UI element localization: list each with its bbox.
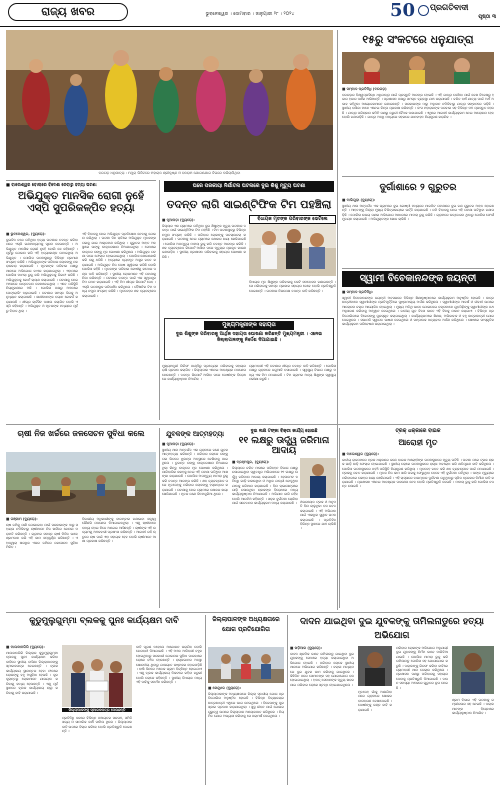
yoga-photo	[208, 647, 284, 683]
poison-body: ଜାତୀୟ ରାଜପଥରେ ଟ୍ରକ ଧକ୍କାରେ ଜଣେ ବାଇକ ଆରୋହୀଙ୍କ ଘଟଣାସ୍ଥଳରେ ମୃତ୍ୟୁ ଘଟିଛି । ଘଟଣା ପରେ ଟ୍ରକ ଚାଳକ ଗାଡ଼ି ଛାଡ଼ି ଫେରାର ହୋଇଯାଇଛି । ସ୍ଥାନୀୟ ଲୋକେ ଘଟଣାସ୍ଥଳରେ ରାସ୍ତା ଅବରୋଧ କରି କ୍ଷତିପୂରଣ ଦାବି କରିଥିଲେ । ପୋଲିସ ଘଟଣାସ୍ଥଳରେ ପହଞ୍ଚି ପରିସ୍ଥିତି ନିୟନ୍ତ୍ରଣ କରିଥିଲା । ମୃତଦେହ ଜବତ କରି ଶବ ବ୍ୟବଚ୍ଛେଦ ପାଇଁ ପଠାଯାଇଛି । ଟ୍ରକକୁ ଜବତ କରାଯାଇଛି । ମୃତକ ନିଜ କାମ ସାରି ଘରକୁ ଫେରୁଥିବା ବେଳେ ଏହି ଦୁର୍ଘଟଣା ଘଟିଥିଲା । ତାଙ୍କ ମୃତ୍ୟୁରେ ପରିବାରରେ କୋହର ଛାୟା ଖେଳିଯାଇଛି । ଏହି ରାସ୍ତାରେ ବାରମ୍ବାର ଦୁର୍ଘଟଣା ଘଟୁଥିବାରୁ ସ୍ପିଡ ବ୍ରେକର ନିର୍ମାଣ ଦାବି କରାଯାଇଛି । ପ୍ରଶାସନ ଏନେଇ ଆବଶ୍ୟକ ପଦକ୍ଷେପ ନେବ ବୋଲି ପ୍ରତିଶ୍ରୁତି ଦେଇଛି । ମାମଲା ରୁଜୁ କରି ପୋଲିସ ତଦନ୍ତ ଚଳାଇଛି ।	[342, 458, 494, 489]
fine-body-1: ଜିଲ୍ଲାରେ ଚଳିତ ମାସରେ ପରିବହନ ବିଭାଗ ପକ୍ଷରୁ ଚଳାଯାଇଥିବା ସ୍ୱତନ୍ତ୍ର ଅଭିଯାନରେ ୧୧ ଲକ୍ଷରୁ ଊର୍ଦ୍ଧ୍ୱ ଜରିମାନା ଆଦାୟ କରାଯାଇଛି । ହେଲମେଟ ନପିନ୍ଧି ଗାଡ଼ି ଚଳାଉଥିବା ଓ ଅଧିକ ଯାତ୍ରୀ ବୋହୁଥିବା ଯାନକୁ ଜରିମାନା କରାଯାଇଛି । ବିନା ଲାଇସେନ୍ସରେ ଗାଡ଼ି ଚଳାଉଥିବା ଚାଳକଙ୍କ ବିରୋଧରେ ମଧ୍ୟ କାର୍ଯ୍ୟାନୁଷ୍ଠାନ ନିଆଯାଇଛି । ଅଭିଯାନ ଜାରି ରହିବ ବୋଲି ଆରଟିଓ କହିଛନ୍ତି । ସଡ଼କ ଦୁର୍ଘଟଣା ରୋକିବା ପାଇଁ ସଚେତନତା କାର୍ଯ୍ୟକ୍ରମ ମଧ୍ୟ କରାଯାଉଛି ।	[232, 466, 298, 506]
scientific-byline: ■ ନୂଆପଡ଼ା (ବ୍ୟୁରୋ):	[162, 218, 195, 222]
scientific-kicker: ଘରେ ପରକୀୟା ନିର୍ଯାତନା ଘଟନାରେ ଦୁଇ ଶିଶୁ ମୃତ୍ୟୁ ଘଟଣା	[164, 181, 334, 192]
durgashakti-byline: ■ ବାଲିଗୁଡ଼ା (ବ୍ୟୁରୋ):	[342, 198, 376, 202]
page-number: ପୃଷ୍ଠା ୩	[478, 14, 496, 20]
masthead	[0, 0, 500, 27]
tamilnadu-photo-2	[452, 646, 494, 694]
fine-photo	[300, 458, 336, 498]
brand-emblem-icon	[418, 5, 429, 16]
dhanuyatra-photo	[342, 52, 494, 84]
section-title: ରାଜ୍ୟ ଖବର	[41, 5, 95, 18]
cm-assistance-text: ଦୁଇ ଶିଶୁଙ୍କ ପରିବାରକୁ ଆର୍ଥିକ ସହାୟତା ଘୋଷଣା କରିଛନ୍ତି ମୁଖ୍ୟମନ୍ତ୍ରୀ । ଏନେଇ ଜିଲ୍ଲାପାଳଙ୍କୁ ନିର୍ଦ୍ଦେଶ ଦିଆଯାଇଛି ।	[175, 332, 323, 343]
kutia-kicker: ■ ବାଲେଶ୍ୱର ବୋଲାରେ ବିଦେଶୀ ନେବାରୁ ହତ୍ୟା ଘଟଣା	[6, 182, 97, 187]
dateline: ଭୁବନେଶ୍ୱର । ସୋମବାର । ଜାନୁୟାରୀ ୨୮ । ୨୦୨୪	[205, 12, 295, 17]
mla-visit-tag: ବିଧାୟକ ମୃତଙ୍କ ପରିବାରଙ୍କ ଭେଟିଲେ	[249, 215, 336, 224]
kannauj-headline: ଯୁବକଙ୍କ ଆତ୍ମହତ୍ୟା	[166, 430, 224, 438]
kudumulgumma-photo	[62, 645, 132, 707]
poison-headline: ଆରୋହୀ ମୃତ	[398, 438, 438, 447]
anniversary-logo	[390, 0, 420, 24]
swami-body: ସ୍ୱାମୀ ବିବେକାନନ୍ଦଙ୍କ ଜୟନ୍ତୀ ଅବସରରେ ବିଭିନ୍ନ ଶିକ୍ଷାନୁଷ୍ଠାନରେ କାର୍ଯ୍ୟକ୍ରମ ଅନୁଷ୍ଠିତ ହୋଇଛି । ଛାତ୍ରଛାତ୍ରୀମାନେ ସ୍ୱାମୀଜୀଙ୍କ ପ୍ରତିମୂର୍ତ୍ତିରେ ପୁଷ୍ପମାଲ୍ୟ ଅର୍ପଣ କରିଥିଲେ । ସ୍ୱାମୀଜୀଙ୍କ ଆଦର୍ଶ ଓ ଜୀବନୀ ଉପରେ ଆଲୋଚନା ଚକ୍ର ଆୟୋଜିତ ହୋଇଥିଲା । ମୁଖ୍ୟ ଅତିଥି ଭାବେ ଯୋଗଦେଇ ବକ୍ତାମାନେ ଯୁବପିଢ଼ିଙ୍କୁ ସ୍ୱାମୀଜୀଙ୍କ ପଥ ଅନୁସରଣ କରିବାକୁ ଆହ୍ୱାନ ଦେଇଥିଲେ । ଜାତୀୟ ଯୁବ ଦିବସ ଭାବେ ଏହି ଦିନକୁ ପାଳନ କରାଯାଏ । ବିଭିନ୍ନ ପ୍ରତିଯୋଗିତାରେ ବିଜେତାଙ୍କୁ ପୁରସ୍କୃତ କରାଯାଇଥିଲା । କାର୍ଯ୍ୟକ୍ରମରେ ଶିକ୍ଷକ, ଅଭିଭାବକ ଓ ବହୁ ଛାତ୍ରଛାତ୍ରୀ ଯୋଗଦେଇଥିଲେ । ସଭାପତି ସ୍ୱାଗତ ଭାଷଣ ଦେଇଥିଲେ ଓ ସମ୍ପାଦକ ଧନ୍ୟବାଦ ଅର୍ପଣ କରିଥିଲେ । ଶେଷରେ ସାଂସ୍କୃତିକ କାର୍ଯ୍ୟକ୍ରମ ପରିବେଷଣ କରାଯାଇଥିଲା ।	[342, 296, 494, 327]
cm-assistance-title: ମୁଖ୍ୟମନ୍ତ୍ରୀଙ୍କ ସହାୟତା	[204, 321, 294, 330]
kutia-byline: ■ ଭୁବନେଶ୍ୱର, (ବ୍ୟୁରୋ):	[6, 232, 46, 236]
kannauj-body: ସ୍ଥାନୀୟ ଥାନା ଅନ୍ତର୍ଗତ ଏକ ଗ୍ରାମରେ ଜଣେ ଯୁବକ ଆତ୍ମହତ୍ୟା କରିଛନ୍ତି । ପରିବାର ଲୋକେ ତାଙ୍କୁ ଘର ଭିତରେ ଝୁଲନ୍ତା ଅବସ୍ଥାରେ ଦେଖିବାକୁ ପାଇଥିଲେ । ତୁରନ୍ତ ତାଙ୍କୁ ଡାକ୍ତରଖାନା ନିଆଯାଇଥିଲା କିନ୍ତୁ ଡାକ୍ତର ମୃତ ଘୋଷଣା କରିଥିଲେ । ପାରିବାରିକ କଳହକୁ ନେଇ ଏହି ଘଟଣା ଘଟିଥିବା ଆଶଙ୍କା କରାଯାଉଛି । ପୋଲିସ ଅପମୃତ୍ୟୁ ମାମଲା ରୁଜୁ କରି ତଦନ୍ତ ଆରମ୍ଭ କରିଛି । ଶବ ବ୍ୟବଚ୍ଛେଦ ପରେ ମୃତଦେହକୁ ପରିବାର ଲୋକଙ୍କୁ ହସ୍ତାନ୍ତର କରାଯାଇଛି । ଘଟଣାକୁ ନେଇ ଗ୍ରାମରେ ଶୋକର ଛାୟା ଖେଳିଯାଇଛି । ମୃତକ ଜଣେ ଦିନମଜୁରିଆ ଥିଲେ ।	[162, 448, 228, 497]
kudumulgumma-body-2: ପ୍ରତିନିଧି ଦଳରେ ବିଭିନ୍ନ ପଞ୍ଚାୟତର ସରପଞ୍ଚ, ସମିତି ସଭ୍ୟ ଓ ସାମାଜିକ କର୍ମୀ ସାମିଲ ଥିଲେ । ଜିଲ୍ଲାପାଳ ଦାବି ଉପରେ ବିଚାର କରିବେ ବୋଲି ପ୍ରତିଶ୍ରୁତି ଦେଇଛନ୍ତି ।	[62, 716, 132, 734]
fine-byline: ■ ବ୍ରହ୍ମପୁର, (ବ୍ୟୁରୋ):	[232, 460, 270, 464]
brand-name: ପ୍ରଗତିବାଦୀ	[430, 3, 469, 12]
cm-assistance-box	[164, 318, 334, 360]
durgashakti-body: ସ୍ଥାନୀୟ ଥାନା ଅନ୍ତର୍ଗତ ଏକ ଗ୍ରାମରେ ଦୁଇ ଗୋଷ୍ଠୀ ମଧ୍ୟରେ ମାରପିଟ ଘଟଣାରେ ଦୁଇ ଜଣ ଗୁରୁତର ଆହତ ହୋଇଛନ୍ତି । ଆହତଙ୍କୁ ଜିଲ୍ଲା ମୁଖ୍ୟ ଚିକିତ୍ସାଳୟରେ ଭର୍ତ୍ତି କରାଯାଇଛି । ଜମି ବିବାଦକୁ ନେଇ ଏହି ଘଟଣା ଘଟିଥିବା ଜଣାପଡ଼ିଛି । ପୋଲିସ ଉଭୟ ପକ୍ଷର ଅଭିଯୋଗ ଆଧାରରେ ମାମଲା ରୁଜୁ କରିଛି । ଗ୍ରାମରେ ଉତ୍ତେଜନା ଥିବାରୁ ପୋଲିସ ଫୋର୍ସ ମୁତୟନ କରାଯାଇଛି । ଅଭିଯୁକ୍ତଙ୍କ ଖୋଜ ଚାଲିଛି ।	[342, 204, 494, 222]
swami-headline: ସ୍ୱାମୀ ବିବେକାନନ୍ଦଙ୍କ ଜୟନ୍ତୀ	[342, 271, 494, 287]
fine-headline: ୧୧ ଲକ୍ଷରୁ ଊର୍ଦ୍ଧ୍ୱ ଜରିମାନା ଆଦାୟ	[238, 436, 330, 456]
yoga-body: ଜିଲ୍ଲାପାଳଙ୍କ ଅଧ୍ୟକ୍ଷତାରେ ଜିଲ୍ଲା ସ୍ତରୀୟ ଯୋଗ ପ୍ରତିଯୋଗିତା ଅନୁଷ୍ଠିତ ହୋଇଛି । ବିଭିନ୍ନ ବିଦ୍ୟାଳୟର ଛାତ୍ରଛାତ୍ରୀ ଏଥିରେ ଭାଗ ନେଇଥିଲେ । ବିଜେତାଙ୍କୁ ପୁରସ୍କାର ପ୍ରଦାନ କରାଯାଇଥିଲା । ସୁସ୍ଥ ଜୀବନ ପାଇଁ ଯୋଗର ଗୁରୁତ୍ୱ ଉପରେ ଜିଲ୍ଲାପାଳ ଆଲୋକପାତ କରିଥିଲେ । ନିୟମିତ ଯୋଗ ଅଭ୍ୟାସ କରିବାକୁ ସେ ପରାମର୍ଶ ଦେଇଥିଲେ ।	[208, 692, 284, 719]
fine-kicker: ଦୁଇ ଲକ୍ଷ ଟଙ୍କା ବିକ୍ରୀ କାର୍ଯ୍ୟ ହୋଇଛି	[250, 429, 318, 434]
tamilnadu-byline: ■ ଖଡ଼ିଆଳ (ବ୍ୟୁରୋ):	[290, 646, 323, 650]
scientific-headline: ତଦନ୍ତ ଲାଗି ସାଇଣ୍ଟିଫିକ ଟିମ ପହଞ୍ଚିଲା	[166, 198, 332, 211]
tamilnadu-body-3: ପରିବାର ଲୋକଙ୍କ ଅଭିଯୋଗ ଅନୁଯାୟୀ ଦୁଇ ଯୁବକଙ୍କୁ ନିର୍ମମ ଭାବେ ମାରିଦିଆଯାଇଛି । ପୋଲିସ ମାମଲା ରୁଜୁ କରି ତାମିଲନାଡୁ ପୋଲିସ ସହ ଯୋଗାଯୋଗ କରୁଛି । ଦଲାଲଙ୍କୁ ଗିରଫ କରିବା ଦାବିରେ ଗ୍ରାମବାସୀ ଥାନା ଘେରାଉ କରିଥିଲେ । ପ୍ରଶାସନ ପକ୍ଷରୁ ପରିବାରକୁ ସହାୟତା ଦେବାକୁ ପ୍ରତିଶ୍ରୁତି ଦିଆଯାଇଛି । ଦାଦନ ସମସ୍ୟା ଅଞ୍ଚଳରେ ଗୁରୁତର ରୂପ ନେଇଛି ।	[396, 646, 448, 690]
kudumulgumma-photo-caption: ଜିଲ୍ଲାପାଳଙ୍କୁ ସ୍ମାରକପତ୍ର ଦେଉଛନ୍ତି	[62, 708, 132, 712]
tamilnadu-body-4: ଶ୍ରମ ବିଭାଗ ଏହି ଘଟଣାକୁ ଗମ୍ଭୀରତାର ସହ ନେଇଛି । ଦଲାଲମାନଙ୍କ ବିରୋଧରେ କାର୍ଯ୍ୟାନୁଷ୍ଠାନ ନିଆଯିବ ।	[452, 698, 494, 716]
yoga-headline: ଜିଲ୍ଲାପାଳଙ୍କ ଅଧ୍ୟକ୍ଷତାରେ ଯୋଗ ପ୍ରତିଯୋଗିତା	[212, 616, 280, 633]
kutia-headline: ଅଭିଯୁକ୍ତ ମାନସିକ ରୋଗୀ ନୁହେଁ ଏସ୍‌ପି ସୁପରିକଳ୍ପିତ ହତ୍ୟା	[18, 190, 144, 215]
mla-visit-photo	[249, 218, 336, 276]
tamilnadu-photo-1	[358, 646, 392, 686]
kannauj-byline: ■ ନୂଆପଡ଼ା (ବ୍ୟୁରୋ):	[162, 442, 195, 446]
farmers-photo	[6, 452, 156, 514]
kudumulgumma-body-1: ମାଲକାନଗିରି ଜିଲ୍ଲାର କୁଡୁମୁଲୁଗୁମ୍ମା ବ୍ଲକକୁ ପୁନଃ କାର୍ଯ୍ୟକ୍ଷମ କରିବା ଦାବିରେ ସ୍ଥାନୀୟ ବାସିନ୍ଦା ଜିଲ୍ଲାପାଳଙ୍କୁ ସ୍ମାରକପତ୍ର ଦେଇଛନ୍ତି । ବ୍ଲକ କାର୍ଯ୍ୟାଳୟ ସ୍ଥାନାନ୍ତର ହେବା ଫଳରେ ଲୋକଙ୍କୁ ବହୁ ଅସୁବିଧା ହେଉଛି । ଦୂର ଦୂରାନ୍ତରୁ ଲୋକମାନେ ଯାତାୟାତ କରିବାକୁ ବାଧ୍ୟ ହେଉଛନ୍ତି । ଏଣୁ ପୂର୍ବ ସ୍ଥାନରେ ବ୍ଲକ କାର୍ଯ୍ୟାଳୟ ଚାଲୁ କରିବାକୁ ଦାବି କରାଯାଇଛି ।	[6, 651, 58, 695]
farmers-body-2: ବିଭାଗୀୟ ଅଧିକାରୀଙ୍କୁ ବାରମ୍ବାର ଜଣାଇବା ସତ୍ତ୍ୱେ କୌଣସି ପଦକ୍ଷେପ ନିଆଯାଇନଥିଲା । ଏଣୁ ଚାଷୀମାନେ ବାଧ୍ୟ ହୋଇ ନିଜେ ଆଗେଇ ଆସିଛନ୍ତି । ଚାଷୀଙ୍କ ଏହି ଉଦ୍ୟମକୁ ଅଞ୍ଚଳବାସୀ ପ୍ରଶଂସା କରିଛନ୍ତି । ଆଗାମୀ ରବି ଋତୁରେ ଚାଷ ପାଇଁ ଏହା ସହାୟକ ହେବ ବୋଲି ଚାଷୀମାନେ ଆଶା ପ୍ରକାଶ କରିଛନ୍ତି ।	[82, 517, 156, 544]
farmers-byline: ■ ଗଞ୍ଜାମ (ବ୍ୟୁରୋ):	[6, 517, 38, 521]
swami-byline: ■ ସମ୍ବାଦ ପ୍ରତିନିଧି:	[342, 290, 373, 294]
kutia-body-2: ଏହି ବିବାଦକୁ ନେଇ ଅଭିଯୁକ୍ତ ପ୍ରତିଶୋଧ ନେବାକୁ ଯୋଜନା କରିଥିଲା । ଘଟଣା ଦିନ ରାତିରେ ଅଭିଯୁକ୍ତ ମୃତକଙ୍କ ଘରକୁ ଯାଇ ଆକ୍ରମଣ କରିଥିଲା । ଗୁରୁତର ଆହତ ଅବସ୍ଥାରେ ତାଙ୍କୁ ଡାକ୍ତରଖାନା ନିଆଯାଇଥିଲା । ସେଠାରେ ଡାକ୍ତର ତାଙ୍କୁ ମୃତ ଘୋଷଣା କରିଥିଲେ । ଅଭିଯୁକ୍ତ ଘଟଣା ପରେ ଫେରାର ହୋଇଯାଇଥିଲା । ପୋଲିସ ଖୋଜାଖୋଜି କରି ତାକୁ ଧରିଛି । ହତ୍ୟାରେ ବ୍ୟବହୃତ ଅସ୍ତ୍ର ଜବତ କରାଯାଇଛି । ଅଭିଯୁକ୍ତ ନିଜ ଦୋଷ ସ୍ୱୀକାର କରିଛି ବୋଲି ପୋଲିସ କହିଛି । ମୃତକଙ୍କ ପରିବାର ଦୋଷୀକୁ କଠୋର ଦଣ୍ଡ ଦାବି କରିଛନ୍ତି । ସ୍ଥାନୀୟ ଲୋକମାନେ ଏହି ଘଟଣାକୁ ନିନ୍ଦା କରିଛନ୍ତି । ଘଟଣାର ତଦନ୍ତ ପାଇଁ ଏକ ସ୍ୱତନ୍ତ୍ର ଟିମ ଗଠନ କରାଯାଇଛି । ଏହି ଟିମ ଶୀଘ୍ର ରିପୋର୍ଟ ଦେବ । ଏସ୍‌ପି ଘଟଣାସ୍ଥଳ ପରିଦର୍ଶନ କରିଥିଲେ । ବୈଜ୍ଞାନିକ ଟିମ ମଧ୍ୟ ନମୁନା ସଂଗ୍ରହ କରିଛି । ମୃତଦେହର ଶବ ବ୍ୟବଚ୍ଛେଦ କରାଯାଇଛି ।	[82, 232, 156, 298]
fine-body-2: ଓଭରଲୋଡ ଟ୍ରକ ଓ ଅନୁମତି ବିନା ଚାଲୁଥିବା ବସ ଜବତ କରାଯାଇଛି । ଏହି ଅଭିଯାନ ପାଇଁ ଏକାଧିକ ସ୍କ୍ୱାଡ ଗଠନ କରାଯାଇଛି । ପ୍ରତିଦିନ ବିଭିନ୍ନ ସ୍ଥାନରେ ଯାଞ୍ଚ ଚାଲିଛି ।	[300, 500, 336, 531]
anniversary-number: 50	[390, 0, 416, 21]
farmers-headline: ଚାଷୀ ନିଜ ଖର୍ଚ୍ଚରେ ଜଳସେଚନ ସୁବିଧା କଲେ	[17, 429, 145, 438]
tamilnadu-body-1: ଦାଦନ ଶ୍ରମିକ ଭାବେ ତାମିଲନାଡୁ ଯାଇଥିବା ଦୁଇ ଯୁବକଙ୍କୁ ସେଠାରେ ହତ୍ୟା କରାଯାଇଥିବା ଅଭିଯୋଗ ହୋଇଛି । ପରିବାର ଲୋକେ ସ୍ଥାନୀୟ ଥାନାରେ ଅଭିଯୋଗ କରିଛନ୍ତି । ଦଲାଲ ମାଧ୍ୟମରେ ଦୁଇ ଯୁବକ କାମ କରିବାକୁ ଯାଇଥିଲେ । କିଛିଦିନ ପରେ ସେମାନଙ୍କ ସହ ଯୋଗାଯୋଗ ବନ୍ଦ ହୋଇଯାଇଥିଲା । ହଠାତ୍ ସେମାନଙ୍କ ମୃତ୍ୟୁ ଖବର ପାଇ ପରିବାର ଲୋକେ ସ୍ତବ୍ଧ ହୋଇଯାଇଥିଲେ ।	[290, 652, 354, 687]
durgashakti-headline: ଦୁର୍ଗାଶାରେ ୨ ଗୁରୁତର	[379, 182, 457, 193]
farmers-body-1: ଚାଷ ଜମିକୁ ପାଣି ଯୋଗାଇବା ପାଇଁ ସରକାରଙ୍କ ଠାରୁ ସହାୟତା ନମିଳିବାରୁ ଚାଷୀମାନେ ନିଜ ଖର୍ଚ୍ଚରେ କେନାଲ ମରାମତି କରିଛନ୍ତି । ଗ୍ରାମର ସମସ୍ତ ଚାଷୀ ମିଳିତ ଭାବେ ଶ୍ରମଦାନ କରି ଏହି କାମ ସମ୍ପୂର୍ଣ୍ଣ କରିଛନ୍ତି । ଏହାଦ୍ୱାରା ଶତାଧିକ ଏକର ଜମିରେ ଜଳସେଚନ ସୁବିଧା ମିଳିବ ।	[6, 523, 78, 550]
dhanuyatra-byline: ■ ସମ୍ବାଦ ପ୍ରତିନିଧି (ବରଗଡ଼)	[342, 87, 387, 91]
tamilnadu-body-2: ମୃତଦେହ ଗାଁକୁ ଅଣାଯିବା ପରେ ଗ୍ରାମରେ ଶୋକର ବାତାବରଣ ଦେଖାଦେଇଛି । ଦୋଷୀଙ୍କୁ ଦଣ୍ଡ ଦାବି କରାଯାଇଛି ।	[358, 690, 392, 712]
top-photo-caption: ବରଗଡ଼ ଧନୁଯାତ୍ରା : ମଥୁରା ଭିଜିଟରେ ମହାରାଜ ଶ୍ରୀକୃଷ୍ଣ ଓ ବଳରାମ ଯୋଗାଯୋଗ ଦିଗରେ କରିଚାଲିଥିବା	[98, 171, 241, 175]
dhanuyatra-headline: ୧୫ରୁ ସଂକଟରେ ଧନୁଯାତ୍ରା	[362, 33, 474, 46]
dhanuyatra-body: ବରଗଡ଼ର ବିଶ୍ୱପ୍ରସିଦ୍ଧ ଧନୁଯାତ୍ରା ପାଇଁ ପ୍ରସ୍ତୁତି ଆରମ୍ଭ ହୋଇଛି । ଏହି ଯାତ୍ରା ଦେଖିବା ପାଇଁ ଦେଶ ବିଦେଶରୁ ହଜାର ହଜାର ଦର୍ଶକ ଆସିଥାନ୍ତି । ପ୍ରଶାସନ ପକ୍ଷରୁ ସମସ୍ତ ବ୍ୟବସ୍ଥା ଯାଞ୍ଚ କରାଯାଉଛି । ଚଳିତ ବର୍ଷ ଯାତ୍ରା ପାଇଁ ଅର୍ଥ ଅଭାବ ରହିଥିବା ଆୟୋଜକମାନେ ଜଣାଇଛନ୍ତି । ସରକାରଙ୍କ ଠାରୁ ଅନୁଦାନ ନମିଳିବାରୁ ଯାତ୍ରା ସଙ୍କଟରେ ପଡ଼ିଛି । ସ୍ଥାନୀୟ ବାସିନ୍ଦା ମାନେ ଏନେଇ ଚିନ୍ତା ପ୍ରକାଶ କରିଛନ୍ତି । କଂସ ମହାରାଜଙ୍କ ଦରବାର ସହ ବିଭିନ୍ନ ମଞ୍ଚ ପ୍ରସ୍ତୁତ ହେଉଛି । ଯାତ୍ରା ପରିଚାଳନା କମିଟି ପକ୍ଷରୁ ଜରୁରୀ ବୈଠକ ଡକାଯାଇଛି । ଏଥିରେ ଆଗାମୀ କାର୍ଯ୍ୟକ୍ରମ ନେଇ ଆଲୋଚନା ହେବ ବୋଲି ଜଣାପଡ଼ିଛି । ଯାତ୍ରା ଅବଧି ମଧ୍ୟରେ ସହରରେ ଯାନବାହନ ନିୟନ୍ତ୍ରଣ କରାଯିବ ।	[342, 93, 494, 120]
scientific-body-1: ଜିଲ୍ଲାର ଏକ ଗ୍ରାମରେ ଘଟିଥିବା ଦୁଇ ଶିଶୁଙ୍କ ମୃତ୍ୟୁ ଘଟଣାର ତଦନ୍ତ ପାଇଁ ସାଇଣ୍ଟିଫିକ ଟିମ ପହଞ୍ଚିଛି । ଟିମ ଘଟଣାସ୍ଥଳରୁ ବିଭିନ୍ନ ନମୁନା ସଂଗ୍ରହ କରିଛି । ପରିବାର ଲୋକଙ୍କୁ ପଚରାଉଚରା କରାଯାଇଛି । ଘଟଣାକୁ ନେଇ ଗ୍ରାମରେ ଶୋକର ଛାୟା ଖେଳିଯାଇଛି । ପୋଲିସ ଅପମୃତ୍ୟୁ ମାମଲା ରୁଜୁ କରି ତଦନ୍ତ ଆରମ୍ଭ କରିଛି । ଶବ ବ୍ୟବଚ୍ଛେଦ ରିପୋର୍ଟ ଆସିବା ପରେ ମୃତ୍ୟୁର ପ୍ରକୃତ କାରଣ ଜଣାପଡ଼ିବ । ସ୍ଥାନୀୟ ପ୍ରଶାସନ ପରିବାରକୁ ସହାୟତା ଘୋଷଣା କରିଛି ।	[162, 224, 246, 259]
top-photo-procession	[6, 30, 333, 170]
kudumulgumma-headline: କୁଡୁମୁଲୁଗୁମ୍ମା ବ୍ଲକକୁ ପୁନଃ କାର୍ଯ୍ୟକ୍ଷମ ଦାବି	[29, 616, 179, 626]
scientific-body-2: ବିଧାୟକ ମୃତ ଶିଶୁଙ୍କ ପରିବାରକୁ ଭେଟି ସମବେଦନା ଜଣାଇଛନ୍ତି । ସେ ପରିବାରକୁ ସମସ୍ତ ପ୍ରକାର ସହାୟତା ଦେବେ ବୋଲି ପ୍ରତିଶ୍ରୁତି ଦେଇଛନ୍ତି । ଘଟଣାର ନିରପେକ୍ଷ ତଦନ୍ତ ଦାବି କରିଛନ୍ତି ।	[249, 280, 336, 293]
poison-kicker: ଟ୍ରକ୍ ଧକ୍କାରେ ବାଇକ	[395, 428, 441, 434]
scientific-body-4: ଗ୍ରାମବାସୀ ଏହି ଘଟଣାର ଶୀଘ୍ର ତଦନ୍ତ ଦାବି କରିଛନ୍ତି । ପୋଲିସ ପକ୍ଷରୁ ଗ୍ରାମରେ ଜଗୁଆଳି ବସାଯାଇଛି । ସ୍ୱାସ୍ଥ୍ୟ ବିଭାଗ ପକ୍ଷରୁ ମଧ୍ୟ ଏକ ଟିମ ପଠାଯାଇଛି । ଟିମ ଗ୍ରାମର ଅନ୍ୟ ଶିଶୁଙ୍କ ସ୍ୱାସ୍ଥ୍ୟ ପରୀକ୍ଷା କରୁଛି ।	[249, 364, 336, 382]
kudumulgumma-byline: ■ ମାଲକାନଗିରି (ବ୍ୟୁରୋ):	[6, 645, 45, 649]
kudumulgumma-body-3: ଦାବି ପୂରଣ ନହେଲେ ଆନ୍ଦୋଳନ କରାଯିବ ବୋଲି ଚେତାବନୀ ଦିଆଯାଇଛି । ଏହି ଅଞ୍ଚଳ ଆଦିବାସୀ ବହୁଳ ହୋଇଥିବାରୁ ସରକାରୀ ଯୋଜନାର ସୁବିଧା ପାଇବାରେ ଲୋକେ ବଞ୍ଚିତ ହେଉଛନ୍ତି । ରାସ୍ତାଘାଟର ଅବସ୍ଥା ଶୋଚନୀୟ ଥିବାରୁ ଯାତାୟାତ କଷ୍ଟକର ହୋଇପଡ଼ିଛି । ବର୍ଷା ଦିନରେ ଅନେକ ଗ୍ରାମ ବିଚ୍ଛିନ୍ନ ହୋଇଯାଏ । ଏଣୁ ବ୍ଲକ କାର୍ଯ୍ୟାଳୟ ନିକଟରେ ରହିବା ଜରୁରୀ ବୋଲି ଲୋକେ କହିଛନ୍ତି । ସ୍ଥାନୀୟ ବିଧାୟକ ମଧ୍ୟ ଏହି ଦାବିକୁ ସମର୍ଥନ କରିଛନ୍ତି ।	[136, 645, 202, 685]
scientific-body-3: ମୁଖ୍ୟମନ୍ତ୍ରୀ ରିଲିଫ ପାଣ୍ଠିରୁ ପ୍ରତ୍ୟେକ ପରିବାରକୁ ସହାୟତା ରାଶି ପ୍ରଦାନ କରାଯିବ । ଜିଲ୍ଲାପାଳ ଏନେଇ ଆବଶ୍ୟକ ପଦକ୍ଷେପ ନେଉଛନ୍ତି । ତଦନ୍ତ ରିପୋର୍ଟ ଆସିବା ପରେ ଦୋଷୀଙ୍କ ବିରୋଧରେ କାର୍ଯ୍ୟାନୁଷ୍ଠାନ ନିଆଯିବ ।	[162, 364, 246, 382]
poison-byline: ■ ବାଲେଶ୍ୱର (ବ୍ୟୁରୋ):	[342, 452, 380, 456]
yoga-byline: ■ କେନ୍ଦୁଝର (ବ୍ୟୁରୋ):	[208, 686, 242, 690]
tamilnadu-headline: ଦାଦନ ଯାଇଥିବା ଦୁଇ ଯୁବକଙ୍କୁ ତାମିଲନାଡୁରେ ହତ୍ୟା ଅଭିଯୋଗ	[300, 617, 484, 641]
kutia-body-1: ଦୁଇଦିନ ତଳେ ଘଟିଥିବା ହତ୍ୟା ଘଟଣାର ତଦନ୍ତ କରିବା ପରେ ଏସ୍‌ପି ଗଣମାଧ୍ୟମକୁ ସୂଚନା ଦେଇଛନ୍ତି । ଅଭିଯୁକ୍ତ ମାନସିକ ରୋଗୀ ନୁହେଁ ବୋଲି ସେ କହିଛନ୍ତି । ପୂର୍ବରୁ ଯୋଜନା କରି ଏହି ହତ୍ୟାକାଣ୍ଡ ଘଟାଇଥିଲା ଅଭିଯୁକ୍ତ । ପୋଲିସ ଘଟଣାସ୍ଥଳରୁ ବିଭିନ୍ନ ପ୍ରମାଣ ସଂଗ୍ରହ କରିଛି । ଅଭିଯୁକ୍ତଙ୍କ ପରିବାର ଲୋକଙ୍କୁ ପଚରାଉଚରା କରାଯାଇଛି । ମୃତକଙ୍କ ପରିବାର ପକ୍ଷରୁ ଥାନାରେ ଅଭିଯୋଗ ଦାଏର କରାଯାଇଥିଲା । ଏହାପରେ ପୋଲିସ ମାମଲା ରୁଜୁ କରି ଅଭିଯୁକ୍ତକୁ ଗିରଫ କରିଛି । ଅଭିଯୁକ୍ତକୁ କୋର୍ଟ ଚାଲାଣ କରାଯାଇଛି । ଘଟଣାକୁ ନେଇ ଅଞ୍ଚଳରେ ଉତ୍ତେଜନା ଦେଖାଦେଇଥିଲା । ଏବେ ପରିସ୍ଥିତି ନିୟନ୍ତ୍ରଣରେ ଅଛି । ପୋଲିସ ପକ୍ଷରୁ ଅଞ୍ଚଳରେ ପେଟ୍ରୋଲିଂ ବଢ଼ାଯାଇଛି । ଘଟଣାର ସମସ୍ତ ଦିଗକୁ ଅନୁଧ୍ୟାନ କରାଯାଉଛି । ସାକ୍ଷୀମାନଙ୍କ ବୟାନ ରେକର୍ଡ କରାଯାଉଛି । ଶୀଘ୍ର ଚାର୍ଜସିଟ ଦାଖଲ କରାଯିବ ବୋଲି ଏସ୍‌ପି କହିଛନ୍ତି । ଅଭିଯୁକ୍ତ ଓ ମୃତକଙ୍କ ମଧ୍ୟରେ ପୂର୍ବରୁ ବିବାଦ ଥିଲା ।	[6, 238, 78, 313]
